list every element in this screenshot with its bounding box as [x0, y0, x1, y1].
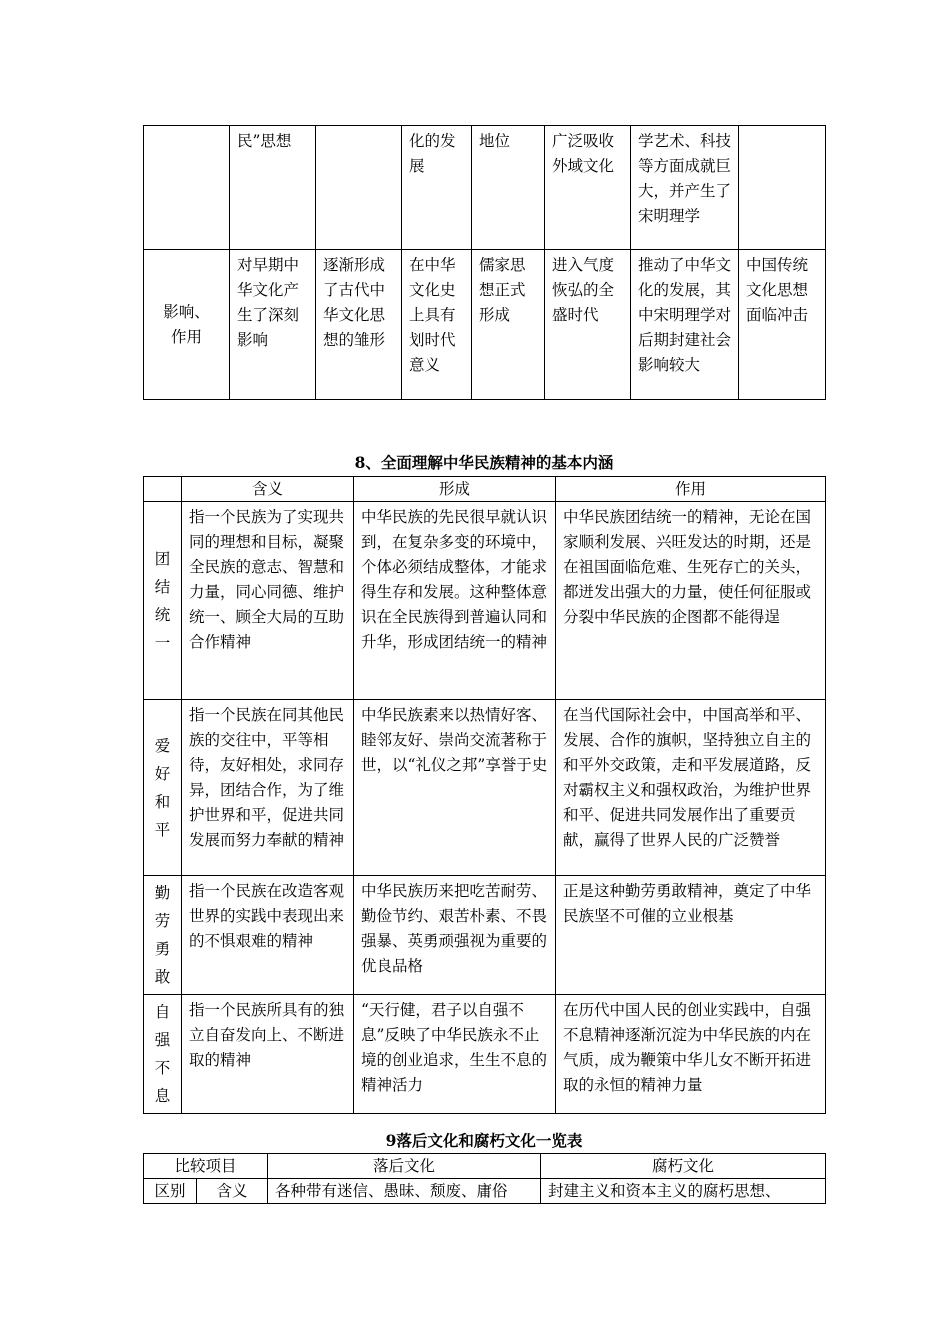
effect-cell: 在当代国际社会中，中国高举和平、发展、合作的旗帜，坚持独立自主的和平外交政策，走和平发展道路，反对霸权主义和强权政治，为维护世界和平、促进共同发展作出了重要贡献，赢得了世界人民的广泛赞誉 — [556, 700, 826, 876]
header-cell — [144, 477, 182, 502]
row-label: 爱 好 和 平 — [144, 700, 182, 876]
table-row — [144, 995, 826, 1114]
table-row — [144, 502, 826, 700]
table-row — [144, 250, 826, 400]
table-cell: 化的发展 — [402, 126, 472, 250]
table-cell: 逐渐形成了古代中华文化思想的雏形 — [316, 250, 402, 400]
header-cell: 落后文化 — [268, 1154, 541, 1179]
effect-cell: 中华民族团结统一的精神，无论在国家顺利发展、兴旺发达的时期，还是在祖国面临危难、生死存亡的关头，都迸发出强大的力量，使任何征服或分裂中华民族的企图都不能得逞 — [556, 502, 826, 700]
header-cell: 形成 — [354, 477, 556, 502]
meaning-cell: 指一个民族在改造客观世界的实践中表现出来的不惧艰难的精神 — [182, 876, 354, 995]
formation-cell: 中华民族的先民很早就认识到，在复杂多变的环境中，个体必须结成整体，才能求得生存和发展。这种整体意识在全民族得到普遍认同和升华，形成团结统一的精神 — [354, 502, 556, 700]
header-cell: 含义 — [182, 477, 354, 502]
table-cell — [316, 126, 402, 250]
table-cell: 广泛吸收外域文化 — [545, 126, 631, 250]
effect-cell: 正是这种勤劳勇敢精神，奠定了中华民族坚不可催的立业根基 — [556, 876, 826, 995]
section-8-title: 8、全面理解中华民族精神的基本内涵 — [354, 453, 614, 472]
table-row — [144, 876, 826, 995]
header-cell: 作用 — [556, 477, 826, 502]
row-label: 团 结 统 一 — [144, 502, 182, 700]
row-label: 自 强 不 息 — [144, 995, 182, 1114]
culture-comparison-table — [143, 1153, 826, 1204]
row-label: 区别 — [144, 1179, 197, 1204]
meaning-cell: 指一个民族所具有的独立自奋发向上、不断进取的精神 — [182, 995, 354, 1114]
table-header-row — [144, 477, 826, 502]
table-row — [144, 126, 826, 250]
row-label: 勤 劳 勇 敢 — [144, 876, 182, 995]
table-cell: 地位 — [472, 126, 545, 250]
formation-cell: “天行健，君子以自强不息”反映了中华民族永不止境的创业追求，生生不息的精神活力 — [354, 995, 556, 1114]
effect-cell: 在历代中国人民的创业实践中，自强不息精神逐渐沉淀为中华民族的内在气质，成为鞭策中华儿女不断开拓进取的永恒的精神力量 — [556, 995, 826, 1114]
meaning-cell: 指一个民族为了实现共同的理想和目标，凝聚全民族的意志、智慧和力量，同心同德、维护统一、顾全大局的互助合作精神 — [182, 502, 354, 700]
table-cell — [739, 126, 826, 250]
table-cell: 推动了中华文化的发展，其中宋明理学对后期封建社会影响较大 — [631, 250, 739, 400]
table-header-row — [144, 1154, 826, 1179]
formation-cell: 中华民族历来把吃苦耐劳、勤俭节约、艰苦朴素、不畏强暴、英勇顽强视为重要的优良品格 — [354, 876, 556, 995]
table-row — [144, 1179, 826, 1204]
table-cell: 封建主义和资本主义的腐朽思想、 — [541, 1179, 826, 1204]
culture-history-table — [143, 125, 826, 400]
section-9-title: 9落后文化和腐朽文化一览表 — [385, 1131, 583, 1150]
table-cell: 儒家思想正式形成 — [472, 250, 545, 400]
table-cell: 学艺术、科技等方面成就巨大，并产生了宋明理学 — [631, 126, 739, 250]
table-cell: 对早期中华文化产生了深刻影响 — [230, 250, 316, 400]
meaning-cell: 指一个民族在同其他民族的交往中，平等相待，友好相处，求同存异，团结合作，为了维护世界和平，促进共同发展而努力奉献的精神 — [182, 700, 354, 876]
header-cell: 比较项目 — [144, 1154, 268, 1179]
table-cell: 民”思想 — [230, 126, 316, 250]
row-label: 影响、作用 — [144, 250, 230, 400]
table-cell: 中国传统文化思想面临冲击 — [739, 250, 826, 400]
table-cell: 在中华文化史上具有划时代意义 — [402, 250, 472, 400]
table-cell: 进入气度恢弘的全盛时代 — [545, 250, 631, 400]
table-cell — [144, 126, 230, 250]
table-cell: 各种带有迷信、愚昧、颓废、庸俗 — [268, 1179, 541, 1204]
row-sublabel: 含义 — [197, 1179, 268, 1204]
formation-cell: 中华民族素来以热情好客、睦邻友好、崇尚交流著称于世，以“礼仪之邦”享誉于史 — [354, 700, 556, 876]
table-row — [144, 700, 826, 876]
national-spirit-table — [143, 476, 826, 1114]
header-cell: 腐朽文化 — [541, 1154, 826, 1179]
